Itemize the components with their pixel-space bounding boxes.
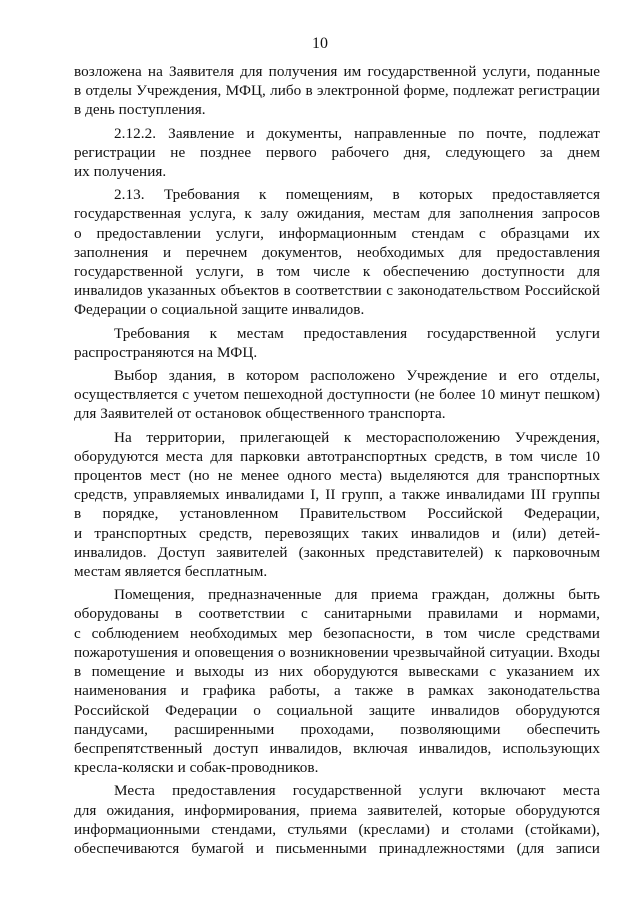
text-line: оборудованы в соответствии с санитарными правилами и нормами, bbox=[74, 605, 600, 623]
text-line: их получения. bbox=[74, 163, 167, 181]
text-line: и транспортных средств, перевозящих таких инвалидов и (или) детей- bbox=[74, 524, 600, 542]
text-line: в порядке, установленном Правительством Российской Федерации, bbox=[74, 505, 600, 523]
paragraph bbox=[74, 428, 600, 582]
text-line: заполнения и перечнем документов, необходимых для предоставления bbox=[74, 243, 600, 261]
text-line: Требования к местам предоставления государственной услуги bbox=[114, 324, 600, 342]
text-line: о предоставлении услуги, информационным стендам с образцами их bbox=[74, 224, 600, 242]
text-line: в отделы Учреждения, МФЦ, либо в электронной форме, подлежат регистрации bbox=[74, 82, 600, 100]
text-line: пожаротушения и оповещения о возникновении чрезвычайной ситуации. Входы bbox=[74, 643, 600, 661]
text-line: пандусами, расширенными проходами, позволяющими обеспечить bbox=[74, 720, 600, 738]
text-line: в день поступления. bbox=[74, 101, 206, 119]
page-number: 10 bbox=[312, 35, 328, 52]
text-line: Места предоставления государственной услуги включают места bbox=[114, 782, 600, 800]
text-line: государственная услуга, к залу ожидания, местам для заполнения запросов bbox=[74, 205, 600, 223]
text-line: средств, управляемых инвалидами I, II групп, а также инвалидами III группы bbox=[74, 486, 600, 504]
text-line: местам является бесплатным. bbox=[74, 563, 268, 581]
text-line: инвалидов указанных объектов в соответствии с законодательством Российской bbox=[74, 282, 600, 300]
text-line: осуществляется с учетом пешеходной доступности (не более 10 минут пешком) bbox=[74, 386, 600, 404]
text-line: для ожидания, информирования, приема заявителей, которые оборудуются bbox=[74, 801, 600, 819]
paragraph bbox=[74, 62, 600, 120]
text-line: Помещения, предназначенные для приема граждан, должны быть bbox=[114, 586, 600, 604]
text-line: для Заявителей от остановок общественного транспорта. bbox=[74, 405, 446, 423]
text-line: Федерации о социальной защите инвалидов. bbox=[74, 301, 365, 319]
paragraph bbox=[74, 585, 600, 777]
text-line: обеспечиваются бумагой и письменными принадлежностями (для записи bbox=[74, 839, 600, 857]
text-line: регистрации не позднее первого рабочего дня, следующего за днем bbox=[74, 143, 600, 161]
text-line: в помещение и выходы из них оборудуются вывесками с указанием их bbox=[74, 663, 600, 681]
text-line: процентов мест (но не менее одного места) выделяются для транспортных bbox=[74, 467, 600, 485]
text-line: инвалидов. Доступ заявителей (законных представителей) к парковочным bbox=[74, 543, 600, 561]
text-line: государственной услуги, в том числе к обеспечению доступности для bbox=[74, 263, 600, 281]
text-line: с соблюдением необходимых мер безопасности, в том числе средствами bbox=[74, 624, 600, 642]
text-line: оборудуются места для парковки автотранспортных средств, в том числе 10 bbox=[74, 447, 600, 465]
text-line: возложена на Заявителя для получения им государственной услуги, поданные bbox=[74, 63, 600, 80]
text-line: наименования и графика работы, а также в рамках законодательства bbox=[74, 682, 600, 700]
text-line: Российской Федерации о социальной защите инвалидов оборудуются bbox=[74, 701, 600, 719]
text-line: распространяются на МФЦ. bbox=[74, 343, 258, 361]
text-line: 2.12.2. Заявление и документы, направленные по почте, подлежат bbox=[114, 124, 600, 142]
paragraph bbox=[74, 185, 600, 319]
text-line: кресла-коляски и собак-проводников. bbox=[74, 759, 319, 777]
text-line: беспрепятственный доступ инвалидов, включая инвалидов, использующих bbox=[74, 739, 600, 757]
paragraph bbox=[74, 366, 600, 424]
paragraph bbox=[74, 324, 600, 362]
paragraph bbox=[74, 781, 600, 858]
document-body bbox=[74, 62, 600, 858]
text-line: 2.13. Требования к помещениям, в которых предоставляется bbox=[114, 186, 600, 204]
paragraph bbox=[74, 124, 600, 182]
text-line: Выбор здания, в котором расположено Учреждение и его отделы, bbox=[114, 367, 600, 385]
text-line: информационными стендами, стульями (креслами) и столами (стойками), bbox=[74, 820, 600, 838]
text-line: На территории, прилегающей к месторасположению Учреждения, bbox=[114, 428, 600, 446]
